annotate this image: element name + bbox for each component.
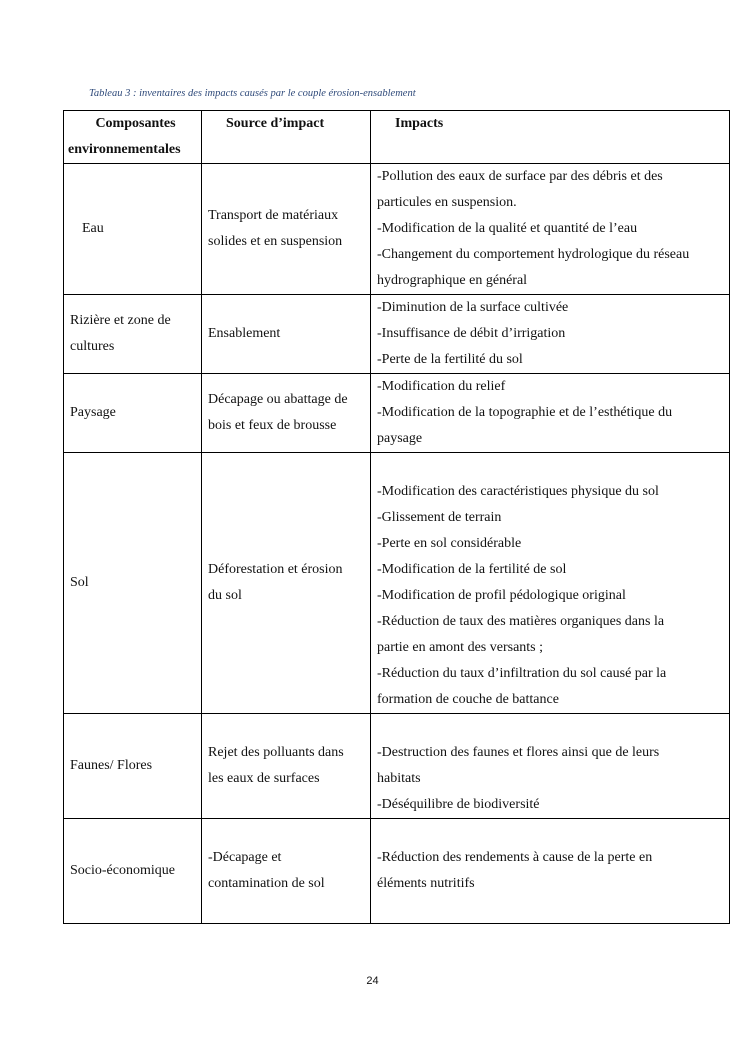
impacts-line: -Réduction des rendements à cause de la perte en <box>377 850 653 865</box>
impacts-line: particules en suspension. <box>377 195 517 210</box>
component-line: Faunes/ Flores <box>70 758 153 773</box>
component-line: Sol <box>70 575 89 590</box>
impacts-line: -Modification de profil pédologique original <box>377 588 626 603</box>
impacts-cell <box>371 374 730 453</box>
header-components-line2: environnementales <box>68 142 181 157</box>
impacts-line: habitats <box>377 771 421 786</box>
table-row <box>64 453 730 714</box>
header-source: Source d’impact <box>202 111 371 164</box>
impacts-cell <box>371 164 730 295</box>
table-row <box>64 295 730 374</box>
impacts-line: -Perte de la fertilité du sol <box>377 352 523 367</box>
impacts-line: -Déséquilibre de biodiversité <box>377 797 540 812</box>
impacts-line: -Réduction du taux d’infiltration du sol causé par la <box>377 666 667 681</box>
impacts-cell <box>371 295 730 374</box>
component-line: Socio-économique <box>70 863 175 878</box>
source-cell <box>202 295 371 374</box>
impacts-cell <box>371 453 730 714</box>
table-row <box>64 714 730 819</box>
impacts-line: -Modification de la topographie et de l’esthétique du <box>377 405 673 420</box>
source-line: bois et feux de brousse <box>208 418 337 433</box>
source-line: Rejet des polluants dans <box>208 745 344 760</box>
impacts-line: -Diminution de la surface cultivée <box>377 300 569 315</box>
component-line: Paysage <box>70 405 116 420</box>
source-line: contamination de sol <box>208 876 325 891</box>
impacts-cell <box>371 714 730 819</box>
table-header-row <box>64 111 730 164</box>
impacts-line: -Réduction de taux des matières organiques dans la <box>377 614 665 629</box>
component-cell <box>64 164 202 295</box>
impacts-line: -Modification de la fertilité de sol <box>377 562 567 577</box>
impacts-line: éléments nutritifs <box>377 876 475 891</box>
impacts-line: -Destruction des faunes et flores ainsi que de leurs <box>377 745 660 760</box>
component-cell <box>64 819 202 924</box>
table-row <box>64 374 730 453</box>
source-cell <box>202 374 371 453</box>
component-line: cultures <box>70 339 115 354</box>
source-line: -Décapage et <box>208 850 282 865</box>
source-line: du sol <box>208 588 242 603</box>
source-line: Déforestation et érosion <box>208 562 343 577</box>
source-line: Ensablement <box>208 326 281 341</box>
header-components-line1: Composantes <box>95 116 176 131</box>
component-cell <box>64 374 202 453</box>
impacts-line: -Modification du relief <box>377 379 506 394</box>
page-number: 24 <box>366 975 379 987</box>
impacts-line: -Modification des caractéristiques physique du sol <box>377 484 659 499</box>
impacts-cell <box>371 819 730 924</box>
component-cell <box>64 295 202 374</box>
impacts-line: -Pollution des eaux de surface par des débris et des <box>377 169 663 184</box>
table-caption: Tableau 3 : inventaires des impacts causés par le couple érosion-ensablement <box>89 88 416 99</box>
impacts-line: -Glissement de terrain <box>377 510 502 525</box>
component-line: Rizière et zone de <box>70 313 171 328</box>
table-row <box>64 164 730 295</box>
impacts-line: -Insuffisance de débit d’irrigation <box>377 326 566 341</box>
impacts-line: -Modification de la qualité et quantité de l’eau <box>377 221 638 236</box>
component-line: Eau <box>82 221 104 236</box>
source-cell <box>202 164 371 295</box>
impacts-line: formation de couche de battance <box>377 692 559 707</box>
component-cell <box>64 453 202 714</box>
component-cell <box>64 714 202 819</box>
source-line: Décapage ou abattage de <box>208 392 348 407</box>
source-line: les eaux de surfaces <box>208 771 320 786</box>
impacts-line: partie en amont des versants ; <box>377 640 544 655</box>
table-row <box>64 819 730 924</box>
header-components <box>64 111 202 164</box>
impacts-table <box>63 110 730 924</box>
impacts-line: -Changement du comportement hydrologique du réseau <box>377 247 690 262</box>
source-line: solides et en suspension <box>208 234 343 249</box>
source-cell <box>202 453 371 714</box>
impacts-line: hydrographique en général <box>377 273 528 288</box>
impacts-line: paysage <box>377 431 423 446</box>
source-cell <box>202 819 371 924</box>
header-impacts: Impacts <box>371 111 730 164</box>
source-line: Transport de matériaux <box>208 208 339 223</box>
source-cell <box>202 714 371 819</box>
impacts-line: -Perte en sol considérable <box>377 536 522 551</box>
